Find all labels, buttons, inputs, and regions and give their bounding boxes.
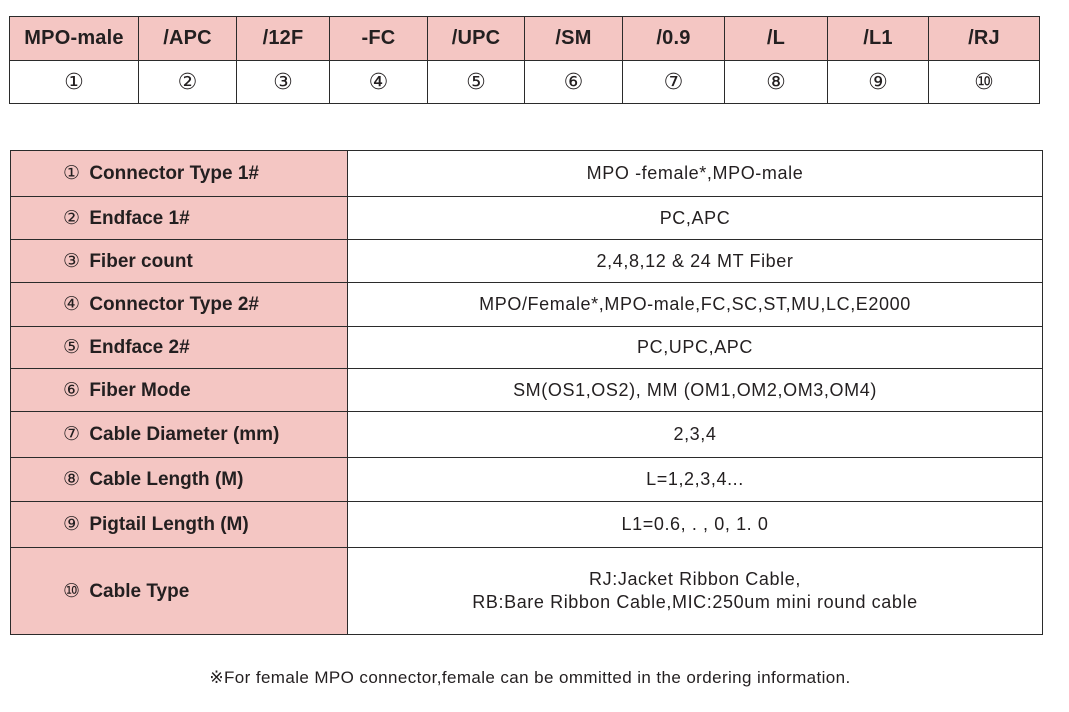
code-segment: /0.9 xyxy=(623,17,725,61)
spec-value xyxy=(348,369,1043,412)
table-row xyxy=(11,151,1043,197)
spec-value xyxy=(348,283,1043,327)
ordering-code-row xyxy=(10,17,1040,61)
code-segment: /RJ xyxy=(929,17,1040,61)
code-ref-number: ⑩ xyxy=(929,61,1040,104)
spec-value-text: 2,4,8,12 & 24 MT Fiber xyxy=(596,250,794,271)
code-ref-number: ① xyxy=(10,61,139,104)
spec-value-text: PC,APC xyxy=(659,207,731,228)
spec-value xyxy=(348,327,1043,369)
spec-number: ⑥ xyxy=(63,378,81,401)
spec-label-text: Cable Type xyxy=(89,580,190,602)
spec-value xyxy=(348,548,1043,635)
table-row xyxy=(11,197,1043,240)
spec-label xyxy=(11,412,348,458)
table-row xyxy=(11,502,1043,548)
spec-value xyxy=(348,151,1043,197)
table-row xyxy=(11,412,1043,458)
code-ref-number: ⑤ xyxy=(428,61,525,104)
code-segment: /L1 xyxy=(828,17,929,61)
spec-value-text: PC,UPC,APC xyxy=(636,337,754,357)
code-segment: /12F xyxy=(237,17,330,61)
spec-value-text: MPO/Female*,MPO-male,FC,SC,ST,MU,LC,E2000 xyxy=(479,294,911,314)
table-row xyxy=(11,240,1043,283)
code-segment: /UPC xyxy=(428,17,525,61)
spec-value-text: SM(OS1,OS2), MM (OM1,OM2,OM3,OM4) xyxy=(513,379,877,400)
code-segment: /L xyxy=(725,17,828,61)
spec-label-text: Cable Length (M) xyxy=(89,469,244,490)
code-ref-number: ④ xyxy=(330,61,428,104)
table-row xyxy=(11,283,1043,327)
spec-label-text: Endface 2# xyxy=(89,337,190,358)
spec-number: ⑦ xyxy=(63,423,81,445)
spec-value-text: L1=0.6, . , 0, 1. 0 xyxy=(621,514,769,534)
footnote: ※For female MPO connector,female can be ommitted in the ordering information. xyxy=(209,668,851,687)
spec-label-text: Connector Type 1# xyxy=(89,163,259,184)
code-ref-number: ⑥ xyxy=(525,61,623,104)
spec-label xyxy=(11,197,348,240)
spec-label xyxy=(11,283,348,327)
spec-label-text: Endface 1# xyxy=(89,207,190,229)
spec-number: ① xyxy=(63,162,81,184)
code-ref-number: ⑦ xyxy=(623,61,725,104)
code-ref-number: ⑨ xyxy=(828,61,929,104)
spec-label xyxy=(11,502,348,548)
spec-label-text: Cable Diameter (mm) xyxy=(89,424,280,445)
spec-label-text: Pigtail Length (M) xyxy=(89,514,249,535)
code-ref-number: ② xyxy=(139,61,237,104)
code-ref-number: ③ xyxy=(237,61,330,104)
spec-label xyxy=(11,151,348,197)
spec-value xyxy=(348,240,1043,283)
spec-number: ⑧ xyxy=(63,468,81,490)
spec-number: ④ xyxy=(63,293,81,315)
spec-label xyxy=(11,327,348,369)
spec-number: ③ xyxy=(63,249,81,272)
spec-value xyxy=(348,458,1043,502)
spec-value-text: RJ:Jacket Ribbon Cable, xyxy=(589,569,801,589)
ordering-ref-row xyxy=(10,61,1040,104)
ordering-code-table xyxy=(9,16,1040,104)
spec-value xyxy=(348,197,1043,240)
code-segment: MPO-male xyxy=(10,17,139,61)
spec-label-text: Fiber Mode xyxy=(89,379,191,401)
spec-value xyxy=(348,412,1043,458)
spec-label xyxy=(11,369,348,412)
table-row xyxy=(11,369,1043,412)
code-segment: -FC xyxy=(330,17,428,61)
spec-label xyxy=(11,548,348,635)
spec-number: ⑩ xyxy=(63,579,81,602)
spec-label xyxy=(11,458,348,502)
table-row xyxy=(11,327,1043,369)
spec-label-text: Connector Type 2# xyxy=(89,294,259,315)
table-row xyxy=(11,548,1043,635)
code-segment: /SM xyxy=(525,17,623,61)
spec-value-text: 2,3,4 xyxy=(673,424,717,444)
spec-number: ⑤ xyxy=(63,336,81,358)
spec-value xyxy=(348,502,1043,548)
spec-number: ⑨ xyxy=(63,513,81,535)
table-row xyxy=(11,458,1043,502)
spec-value-text: MPO -female*,MPO-male xyxy=(586,163,804,183)
spec-value-text: L=1,2,3,4... xyxy=(646,469,744,489)
spec-number: ② xyxy=(63,206,81,229)
code-segment: /APC xyxy=(139,17,237,61)
code-ref-number: ⑧ xyxy=(725,61,828,104)
specification-table xyxy=(10,150,1043,635)
spec-value-text: RB:Bare Ribbon Cable,MIC:250um mini round cable xyxy=(472,592,918,612)
spec-label xyxy=(11,240,348,283)
spec-label-text: Fiber count xyxy=(89,250,193,272)
